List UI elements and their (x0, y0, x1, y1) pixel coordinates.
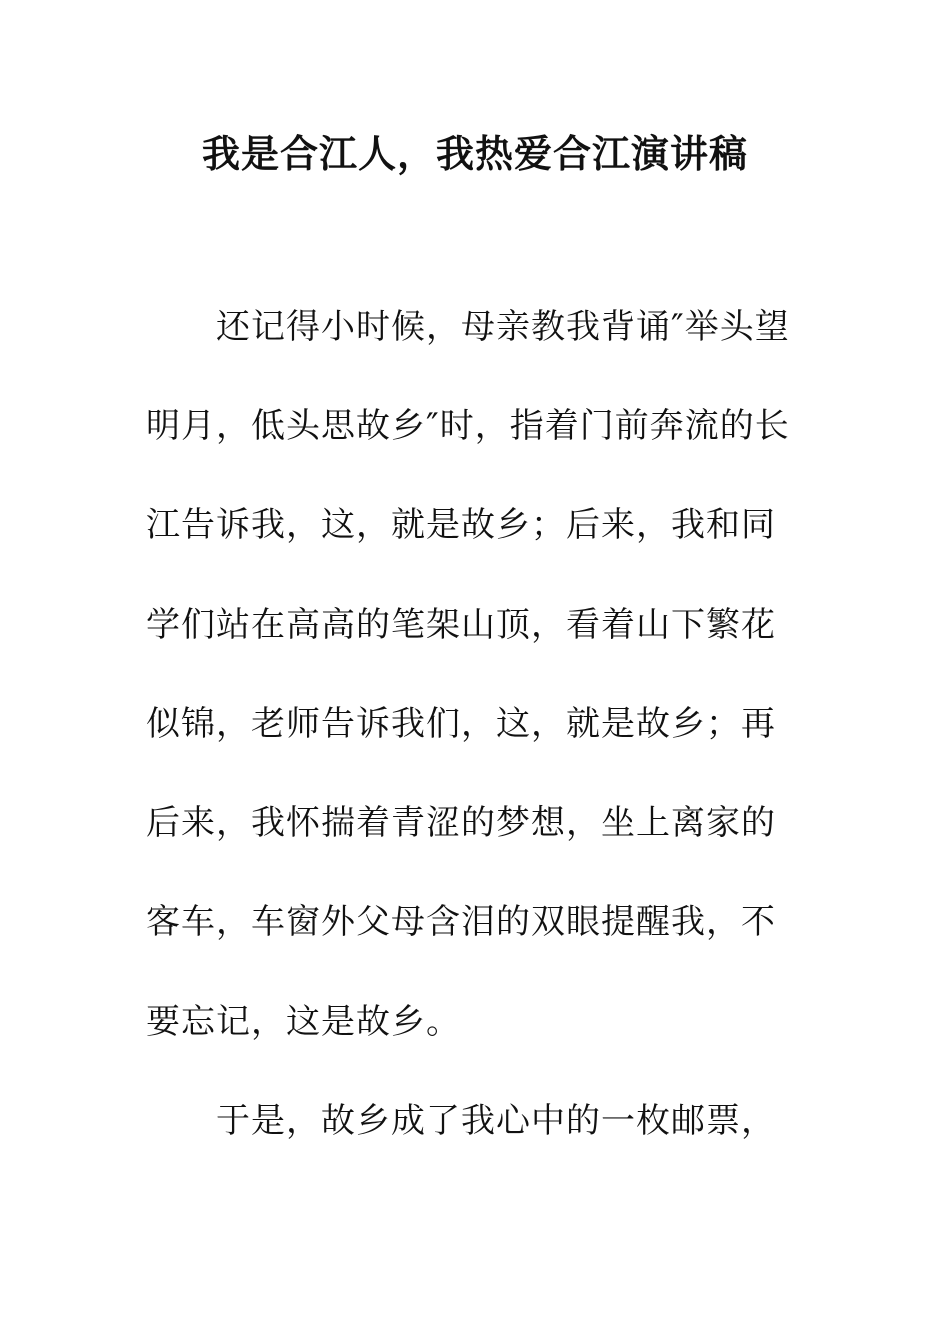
document-title: 我是合江人，我热爱合江演讲稿 (201, 132, 748, 176)
paragraph-1-line-4: 学们站在高高的笔架山顶，看着山下繁花 (146, 605, 776, 645)
paragraph-1-line-5: 似锦，老师告诉我们，这，就是故乡；再 (146, 704, 776, 744)
paragraph-1-line-8: 要忘记，这是故乡。 (146, 1002, 461, 1042)
paragraph-1-line-2: 明月，低头思故乡″时，指着门前奔流的长 (146, 406, 790, 446)
paragraph-1-line-3: 江告诉我，这，就是故乡；后来，我和同 (146, 505, 776, 545)
paragraph-1-line-6: 后来，我怀揣着青涩的梦想，坐上离家的 (146, 803, 776, 843)
paragraph-1-line-7: 客车，车窗外父母含泪的双眼提醒我，不 (146, 902, 776, 942)
paragraph-1-line-1: 还记得小时候，母亲教我背诵″举头望 (216, 307, 790, 347)
paragraph-2-line-1: 于是，故乡成了我心中的一枚邮票， (216, 1101, 776, 1141)
